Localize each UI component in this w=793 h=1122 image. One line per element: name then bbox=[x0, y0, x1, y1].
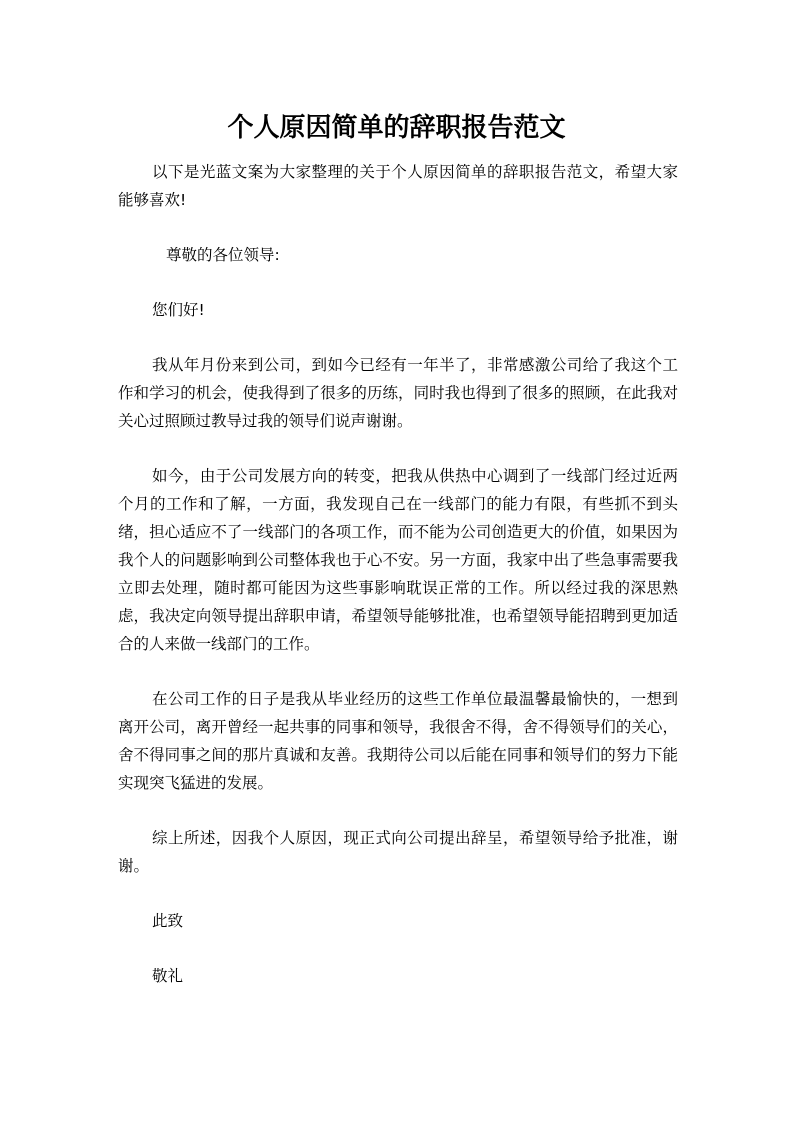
body-paragraph-3: 在公司工作的日子是我从毕业经历的这些工作单位最温馨最愉快的，一想到离开公司，离开曾经一起共事的同事和领导，我很舍不得，舍不得领导们的关心，舍不得同事之间的那片真诚和友善。我期待公司以后能在同事和领导们的努力下能实现突飞猛进的发展。 bbox=[118, 690, 678, 792]
closing-line-1: 此致 bbox=[152, 912, 184, 930]
closing-line-2: 敬礼 bbox=[152, 967, 184, 985]
document-body bbox=[118, 158, 678, 1017]
intro-paragraph: 以下是光蓝文案为大家整理的关于个人原因简单的辞职报告范文，希望大家能够喜欢! bbox=[118, 163, 678, 209]
greeting: 您们好! bbox=[152, 301, 205, 319]
body-paragraph-2: 如今，由于公司发展方向的转变，把我从供热中心调到了一线部门经过近两个月的工作和了解，一方面，我发现自己在一线部门的能力有限，有些抓不到头绪，担心适应不了一线部门的各项工作，而不能为公司创造更大的价值，如果因为我个人的问题影响到公司整体我也于心不安。另一方面，我家中出了些急事需要我立即去处理，随时都可能因为这些事影响耽误正常的工作。所以经过我的深思熟虑，我决定向领导提出辞职申请，希望领导能够批准，也希望领导能招聘到更加适合的人来做一线部门的工作。 bbox=[118, 467, 678, 653]
document-title: 个人原因简单的辞职报告范文 bbox=[227, 113, 566, 143]
body-paragraph-1: 我从年月份来到公司，到如今已经有一年半了，非常感激公司给了我这个工作和学习的机会，使我得到了很多的历练，同时我也得到了很多的照顾，在此我对关心过照顾过教导过我的领导们说声谢谢。 bbox=[118, 356, 678, 430]
salutation: 尊敬的各位领导: bbox=[166, 246, 280, 264]
body-paragraph-4: 综上所述，因我个人原因，现正式向公司提出辞呈，希望领导给予批准，谢谢。 bbox=[118, 829, 678, 875]
